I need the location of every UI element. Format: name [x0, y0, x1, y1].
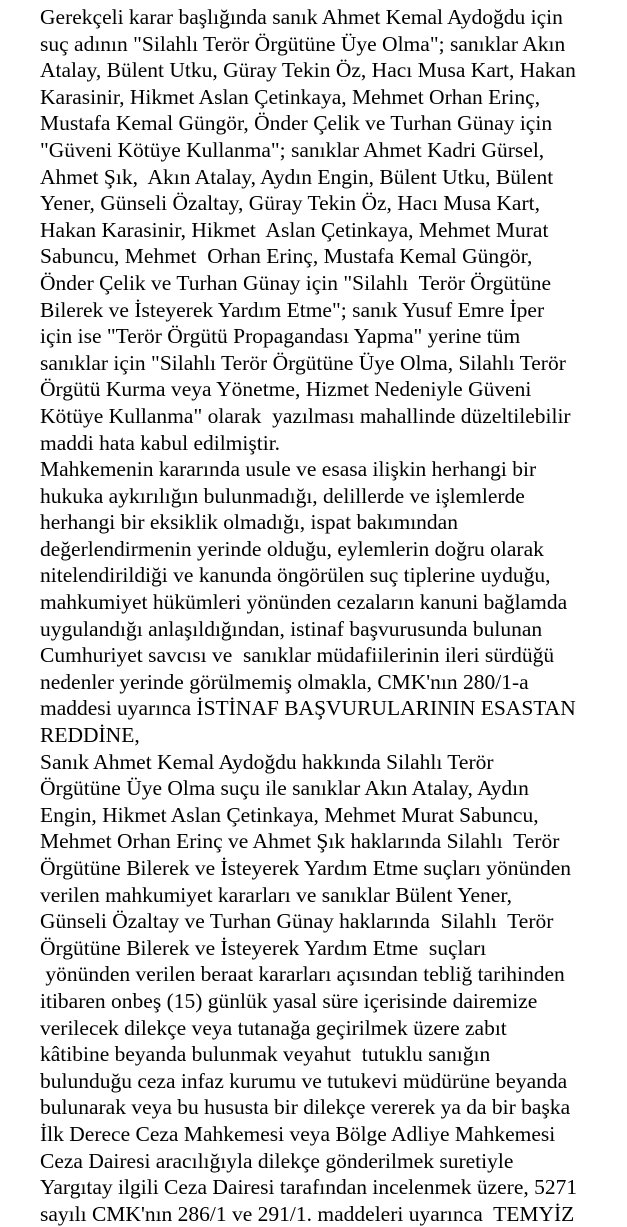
text-line: Örgütü Kurma veya Yönetme, Hizmet Nedeniyle Güveni — [40, 377, 532, 402]
text-line: için ise "Terör Örgütü Propagandası Yapma" yerine tüm — [40, 324, 521, 349]
text-line: herhangi bir eksiklik olmadığı, ispat bakımından — [40, 510, 458, 535]
text-line: İlk Derece Ceza Mahkemesi veya Bölge Adliye Mahkemesi — [40, 1121, 556, 1146]
text-line: itibaren onbeş (15) günlük yasal süre içerisinde dairemize — [40, 988, 538, 1013]
text-line: nedenler yerinde görülmemiş olmakla, CMK'nın 280/1-a — [40, 669, 529, 694]
text-line: Engin, Hikmet Aslan Çetinkaya, Mehmet Murat Sabuncu, — [40, 802, 539, 827]
text-line: değerlendirmenin yerinde olduğu, eylemlerin doğru olarak — [40, 536, 544, 561]
text-line: Kötüye Kullanma" olarak yazılması mahallinde düzeltilebilir — [40, 403, 571, 428]
text-line: Örgütüne Bilerek ve İsteyerek Yardım Etme suçları — [40, 935, 487, 960]
text-line: Sabuncu, Mehmet Orhan Erinç, Mustafa Kemal Güngör, — [40, 244, 533, 269]
text-line: Sanık Ahmet Kemal Aydoğdu hakkında Silahlı Terör — [40, 749, 494, 774]
text-line: Mehmet Orhan Erinç ve Ahmet Şık haklarında Silahlı Terör — [40, 829, 560, 854]
text-line: uygulandığı anlaşıldığından, istinaf başvurusunda bulunan — [40, 616, 543, 641]
text-line: verilecek dilekçe veya tutanağa geçirilmek üzere zabıt — [40, 1015, 507, 1040]
text-line: Karasinir, Hikmet Aslan Çetinkaya, Mehmet Orhan Erinç, — [40, 84, 541, 109]
text-line: Mahkemenin kararında usule ve esasa ilişkin herhangi bir — [40, 457, 537, 482]
text-line: Ahmet Şık, Akın Atalay, Aydın Engin, Bülent Utku, Bülent — [40, 164, 554, 189]
text-line: Önder Çelik ve Turhan Günay için "Silahlı Terör Örgütüne — [40, 270, 552, 295]
text-line: Gerekçeli karar başlığında sanık Ahmet Kemal Aydoğdu için — [40, 5, 563, 29]
text-line: Cumhuriyet savcısı ve sanıklar müdafiilerinin ileri sürdüğü — [40, 643, 555, 668]
text-line: bulunduğu ceza infaz kurumu ve tutukevi müdürüne beyanda — [40, 1068, 568, 1093]
text-line: sanıklar için "Silahlı Terör Örgütüne Üye Olma, Silahlı Terör — [40, 350, 566, 375]
text-line: nitelendirildiği ve kanunda öngörülen suç tiplerine uyduğu, — [40, 563, 551, 588]
text-line: Günseli Özaltay ve Turhan Günay haklarında Silahlı Terör — [40, 909, 554, 934]
text-line: Atalay, Bülent Utku, Güray Tekin Öz, Hacı Musa Kart, Hakan — [40, 58, 576, 83]
text-line: hukuka aykırılığın bulunmadığı, delillerde ve işlemlerde — [40, 483, 525, 508]
document-body — [40, 4, 627, 1227]
text-line: REDDİNE, — [40, 723, 140, 748]
text-line: Yener, Günseli Özaltay, Güray Tekin Öz, Hacı Musa Kart, — [40, 191, 540, 216]
text-line: Bilerek ve İsteyerek Yardım Etme"; sanık Yusuf Emre İper — [40, 297, 545, 322]
text-line: "Güveni Kötüye Kullanma"; sanıklar Ahmet Kadri Gürsel, — [40, 137, 545, 162]
text-line: yönünden verilen beraat kararları açısından tebliğ tarihinden — [40, 962, 565, 987]
text-line: Örgütüne Üye Olma suçu ile sanıklar Akın Atalay, Aydın — [40, 776, 529, 801]
text-line: Yargıtay ilgili Ceza Dairesi tarafından incelenmek üzere, 5271 — [40, 1175, 578, 1200]
text-line: bulunarak veya bu hususta bir dilekçe vererek ya da bir başka — [40, 1095, 571, 1120]
text-line: suç adının "Silahlı Terör Örgütüne Üye Olma"; sanıklar Akın — [40, 31, 566, 56]
text-line: verilen mahkumiyet kararları ve sanıklar Bülent Yener, — [40, 882, 512, 907]
text-line: Hakan Karasinir, Hikmet Aslan Çetinkaya, Mehmet Murat — [40, 217, 549, 242]
text-line: kâtibine beyanda bulunmak veyahut tutuklu sanığın — [40, 1042, 491, 1067]
text-line: Ceza Dairesi aracılığıyla dilekçe gönderilmek suretiyle — [40, 1148, 514, 1173]
text-line: maddi hata kabul edilmiştir. — [40, 430, 281, 455]
text-line: maddesi uyarınca İSTİNAF BAŞVURULARININ ESASTAN — [40, 696, 576, 721]
text-line: Örgütüne Bilerek ve İsteyerek Yardım Etme suçları yönünden — [40, 856, 572, 880]
text-line: mahkumiyet hükümleri yönünden cezaların kanuni bağlamda — [40, 590, 568, 615]
text-line: sayılı CMK'nın 286/1 ve 291/1. maddeleri uyarınca TEMYİZ — [40, 1201, 575, 1226]
text-line: Mustafa Kemal Güngör, Önder Çelik ve Turhan Günay için — [40, 111, 553, 136]
